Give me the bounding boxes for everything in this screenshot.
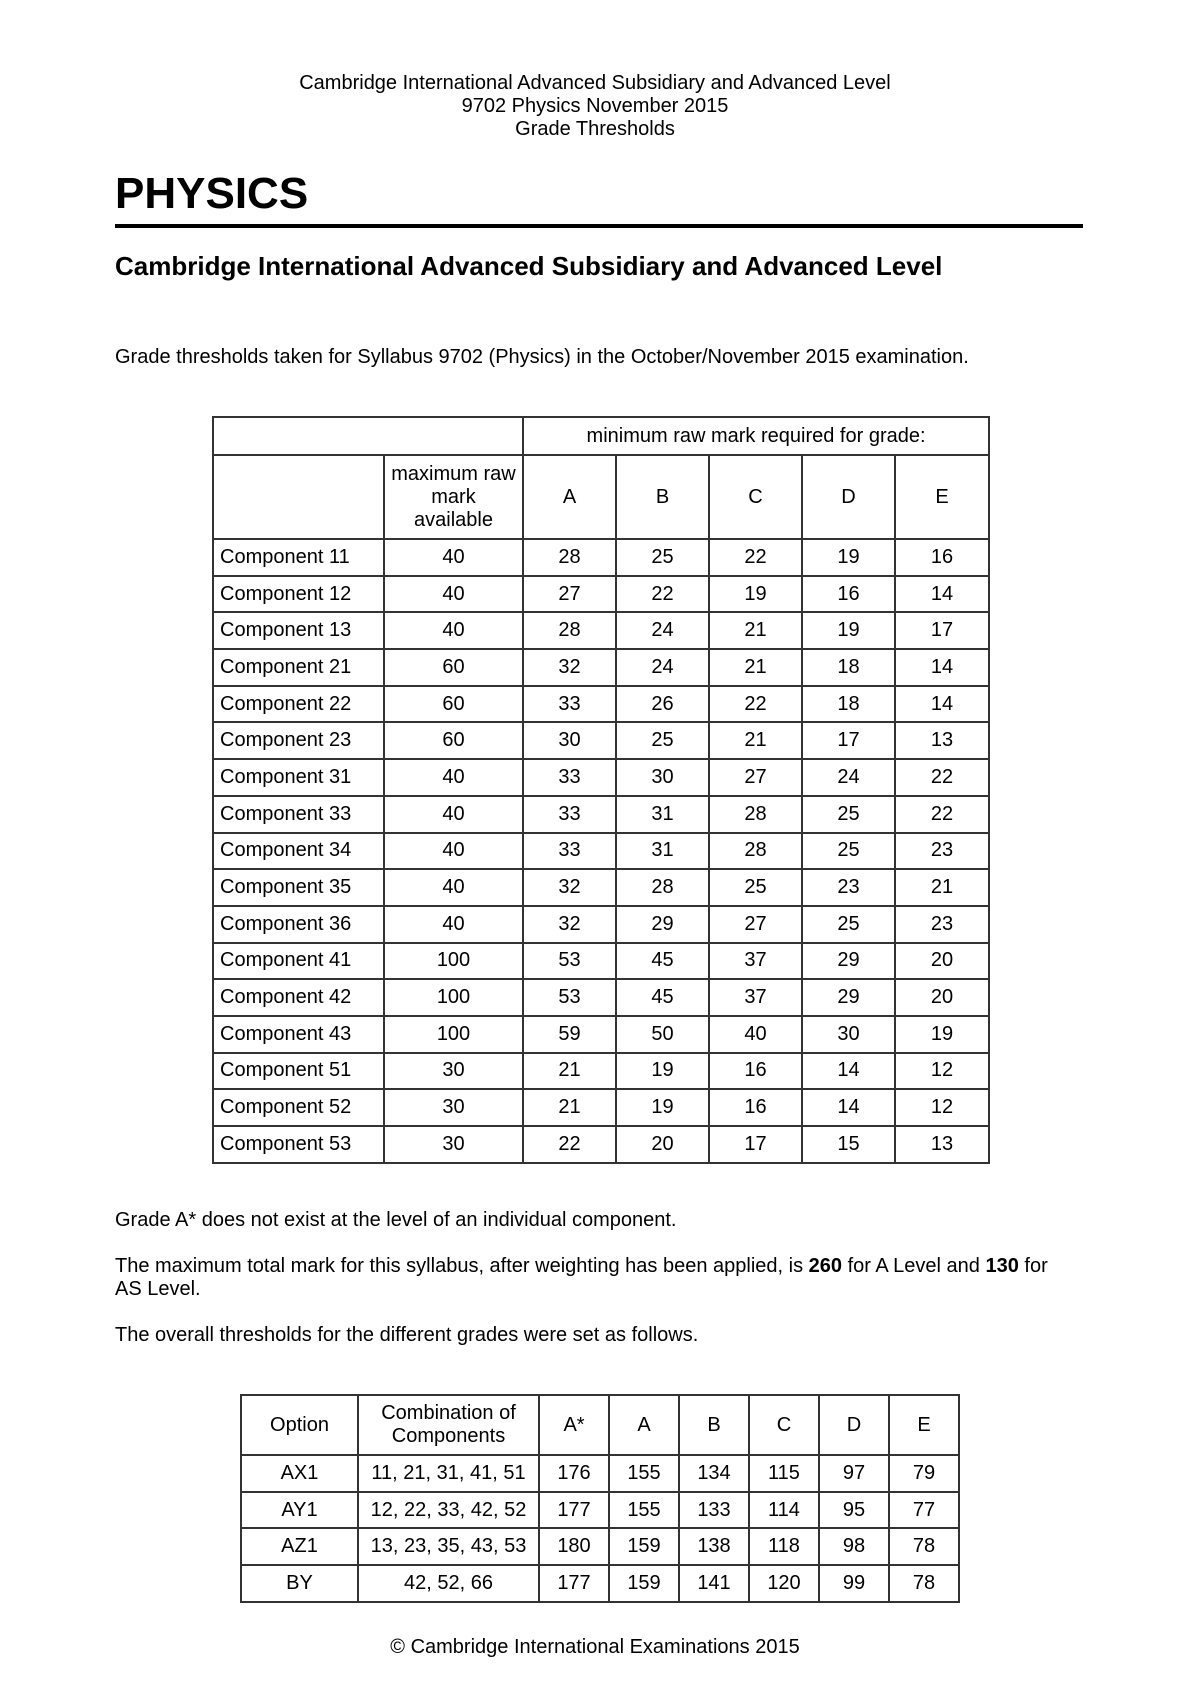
grade-c-cell: 21 bbox=[709, 722, 802, 759]
component-name-cell: Component 34 bbox=[213, 833, 384, 870]
table-row bbox=[241, 1455, 959, 1492]
max-mark-cell: 100 bbox=[384, 943, 523, 980]
combination-cell: 12, 22, 33, 42, 52 bbox=[358, 1492, 539, 1529]
table-row bbox=[213, 539, 989, 576]
grade-astar-cell: 176 bbox=[539, 1455, 609, 1492]
grade-e-cell: 14 bbox=[895, 649, 989, 686]
grade-d-cell: 15 bbox=[802, 1126, 895, 1163]
grade-d-cell: 19 bbox=[802, 539, 895, 576]
grade-a-cell: 53 bbox=[523, 979, 616, 1016]
max-mark-cell: 40 bbox=[384, 833, 523, 870]
table-row bbox=[213, 906, 989, 943]
grade-c-cell: 114 bbox=[749, 1492, 819, 1529]
max-total-text: The maximum total mark for this syllabus, after weighting has been applied, is bbox=[115, 1255, 809, 1277]
grade-d-cell: 14 bbox=[802, 1089, 895, 1126]
grade-b-cell: 25 bbox=[616, 539, 709, 576]
grade-c-cell: 16 bbox=[709, 1053, 802, 1090]
grade-column-header: B bbox=[616, 455, 709, 539]
grade-a-cell: 32 bbox=[523, 906, 616, 943]
max-mark-cell: 40 bbox=[384, 759, 523, 796]
grade-column-header: B bbox=[679, 1395, 749, 1455]
grade-e-cell: 77 bbox=[889, 1492, 959, 1529]
grade-b-cell: 31 bbox=[616, 833, 709, 870]
empty-header-cell bbox=[213, 417, 523, 455]
grade-column-header: D bbox=[802, 455, 895, 539]
grade-column-header: A* bbox=[539, 1395, 609, 1455]
max-mark-cell: 60 bbox=[384, 649, 523, 686]
grade-e-cell: 21 bbox=[895, 869, 989, 906]
subject-title: PHYSICS bbox=[115, 169, 309, 218]
grade-a-cell: 32 bbox=[523, 869, 616, 906]
grade-e-cell: 17 bbox=[895, 612, 989, 649]
grade-c-cell: 21 bbox=[709, 649, 802, 686]
grade-b-cell: 138 bbox=[679, 1528, 749, 1565]
a-level-total: 260 bbox=[808, 1255, 843, 1277]
grade-d-cell: 29 bbox=[802, 943, 895, 980]
max-mark-header-line: mark bbox=[431, 485, 476, 508]
grade-e-cell: 78 bbox=[889, 1565, 959, 1602]
table-row bbox=[241, 1492, 959, 1529]
grade-b-cell: 25 bbox=[616, 722, 709, 759]
max-mark-cell: 40 bbox=[384, 869, 523, 906]
grade-e-cell: 23 bbox=[895, 833, 989, 870]
grade-column-header: E bbox=[895, 455, 989, 539]
grade-d-cell: 25 bbox=[802, 833, 895, 870]
header-doc-type: Grade Thresholds bbox=[515, 118, 675, 140]
intro-paragraph: Grade thresholds taken for Syllabus 9702 (Physics) in the October/November 2015 examination. bbox=[115, 346, 969, 368]
grade-b-cell: 24 bbox=[616, 612, 709, 649]
grade-e-cell: 22 bbox=[895, 796, 989, 833]
grade-a-cell: 28 bbox=[523, 612, 616, 649]
max-total-paragraph bbox=[115, 1255, 1075, 1301]
component-table-body bbox=[213, 539, 989, 1163]
grade-d-cell: 97 bbox=[819, 1455, 889, 1492]
table-row bbox=[213, 943, 989, 980]
combination-header-line: Combination of bbox=[381, 1402, 516, 1424]
combination-cell: 13, 23, 35, 43, 53 bbox=[358, 1528, 539, 1565]
grade-d-cell: 17 bbox=[802, 722, 895, 759]
grade-e-cell: 13 bbox=[895, 722, 989, 759]
grade-b-cell: 24 bbox=[616, 649, 709, 686]
component-thresholds-table bbox=[212, 416, 990, 1164]
grade-a-cell: 27 bbox=[523, 576, 616, 613]
grade-c-cell: 17 bbox=[709, 1126, 802, 1163]
grade-d-cell: 29 bbox=[802, 979, 895, 1016]
grade-e-cell: 20 bbox=[895, 979, 989, 1016]
grade-e-cell: 78 bbox=[889, 1528, 959, 1565]
grade-d-cell: 25 bbox=[802, 796, 895, 833]
max-mark-cell: 30 bbox=[384, 1053, 523, 1090]
table-header-row bbox=[213, 455, 989, 539]
max-mark-cell: 40 bbox=[384, 906, 523, 943]
grade-c-cell: 37 bbox=[709, 943, 802, 980]
grade-b-cell: 141 bbox=[679, 1565, 749, 1602]
component-name-cell: Component 22 bbox=[213, 686, 384, 723]
grade-e-cell: 19 bbox=[895, 1016, 989, 1053]
grade-c-cell: 115 bbox=[749, 1455, 819, 1492]
max-mark-cell: 40 bbox=[384, 612, 523, 649]
max-mark-cell: 100 bbox=[384, 979, 523, 1016]
max-total-text: for A Level and bbox=[842, 1255, 986, 1277]
grade-c-cell: 27 bbox=[709, 906, 802, 943]
max-mark-cell: 60 bbox=[384, 722, 523, 759]
grade-a-cell: 33 bbox=[523, 796, 616, 833]
max-mark-cell: 60 bbox=[384, 686, 523, 723]
grade-column-header: A bbox=[609, 1395, 679, 1455]
grade-astar-cell: 177 bbox=[539, 1492, 609, 1529]
grade-e-cell: 16 bbox=[895, 539, 989, 576]
max-mark-cell: 40 bbox=[384, 576, 523, 613]
grade-header-cell: minimum raw mark required for grade: bbox=[523, 417, 989, 455]
component-name-cell: Component 35 bbox=[213, 869, 384, 906]
component-name-cell: Component 33 bbox=[213, 796, 384, 833]
grade-c-cell: 22 bbox=[709, 539, 802, 576]
component-name-cell: Component 36 bbox=[213, 906, 384, 943]
grade-column-header: E bbox=[889, 1395, 959, 1455]
grade-d-cell: 14 bbox=[802, 1053, 895, 1090]
grade-d-cell: 23 bbox=[802, 869, 895, 906]
grade-b-cell: 50 bbox=[616, 1016, 709, 1053]
component-name-cell: Component 41 bbox=[213, 943, 384, 980]
grade-a-cell: 28 bbox=[523, 539, 616, 576]
grade-e-cell: 12 bbox=[895, 1053, 989, 1090]
overall-intro: The overall thresholds for the different grades were set as follows. bbox=[115, 1324, 699, 1346]
max-mark-header-line: maximum raw bbox=[391, 462, 516, 485]
grade-b-cell: 45 bbox=[616, 943, 709, 980]
grade-c-cell: 40 bbox=[709, 1016, 802, 1053]
grade-b-cell: 30 bbox=[616, 759, 709, 796]
grade-b-cell: 133 bbox=[679, 1492, 749, 1529]
grade-a-cell: 159 bbox=[609, 1528, 679, 1565]
grade-c-cell: 21 bbox=[709, 612, 802, 649]
grade-d-cell: 25 bbox=[802, 906, 895, 943]
grade-b-cell: 20 bbox=[616, 1126, 709, 1163]
table-row bbox=[213, 1089, 989, 1126]
table-row bbox=[213, 1126, 989, 1163]
table-row bbox=[213, 796, 989, 833]
table-row bbox=[213, 686, 989, 723]
option-code-cell: BY bbox=[241, 1565, 358, 1602]
grade-c-cell: 28 bbox=[709, 833, 802, 870]
table-header-row bbox=[213, 417, 989, 455]
grade-d-cell: 19 bbox=[802, 612, 895, 649]
component-name-cell: Component 43 bbox=[213, 1016, 384, 1053]
grade-e-cell: 79 bbox=[889, 1455, 959, 1492]
option-code-cell: AZ1 bbox=[241, 1528, 358, 1565]
header-qualification: Cambridge International Advanced Subsidiary and Advanced Level bbox=[299, 72, 891, 94]
grade-b-cell: 45 bbox=[616, 979, 709, 1016]
component-name-cell: Component 21 bbox=[213, 649, 384, 686]
grade-e-cell: 20 bbox=[895, 943, 989, 980]
copyright-footer: © Cambridge International Examinations 2015 bbox=[390, 1636, 800, 1658]
grade-a-cell: 53 bbox=[523, 943, 616, 980]
option-table-body bbox=[241, 1455, 959, 1602]
max-mark-header-line: available bbox=[414, 508, 493, 531]
component-name-cell: Component 23 bbox=[213, 722, 384, 759]
astar-note: Grade A* does not exist at the level of an individual component. bbox=[115, 1209, 677, 1231]
grade-d-cell: 16 bbox=[802, 576, 895, 613]
component-name-cell: Component 13 bbox=[213, 612, 384, 649]
grade-d-cell: 98 bbox=[819, 1528, 889, 1565]
grade-d-cell: 30 bbox=[802, 1016, 895, 1053]
grade-column-header: C bbox=[709, 455, 802, 539]
grade-e-cell: 23 bbox=[895, 906, 989, 943]
component-name-cell: Component 52 bbox=[213, 1089, 384, 1126]
table-row bbox=[213, 1016, 989, 1053]
grade-a-cell: 32 bbox=[523, 649, 616, 686]
table-row bbox=[213, 649, 989, 686]
grade-a-cell: 155 bbox=[609, 1492, 679, 1529]
document-header bbox=[0, 72, 1190, 141]
component-name-cell: Component 12 bbox=[213, 576, 384, 613]
grade-d-cell: 95 bbox=[819, 1492, 889, 1529]
grade-d-cell: 18 bbox=[802, 649, 895, 686]
table-row bbox=[213, 1053, 989, 1090]
grade-astar-cell: 177 bbox=[539, 1565, 609, 1602]
grade-b-cell: 19 bbox=[616, 1089, 709, 1126]
grade-c-cell: 37 bbox=[709, 979, 802, 1016]
grade-a-cell: 155 bbox=[609, 1455, 679, 1492]
max-mark-cell: 40 bbox=[384, 796, 523, 833]
grade-d-cell: 24 bbox=[802, 759, 895, 796]
table-row bbox=[213, 869, 989, 906]
empty-header-cell bbox=[213, 455, 384, 539]
component-name-cell: Component 31 bbox=[213, 759, 384, 796]
title-rule bbox=[115, 224, 1083, 228]
grade-b-cell: 19 bbox=[616, 1053, 709, 1090]
grade-d-cell: 18 bbox=[802, 686, 895, 723]
grade-a-cell: 159 bbox=[609, 1565, 679, 1602]
combination-cell: 42, 52, 66 bbox=[358, 1565, 539, 1602]
table-row bbox=[213, 759, 989, 796]
option-header-cell: Option bbox=[241, 1395, 358, 1455]
grade-b-cell: 134 bbox=[679, 1455, 749, 1492]
grade-b-cell: 28 bbox=[616, 869, 709, 906]
grade-a-cell: 30 bbox=[523, 722, 616, 759]
max-mark-cell: 40 bbox=[384, 539, 523, 576]
grade-c-cell: 27 bbox=[709, 759, 802, 796]
grade-a-cell: 21 bbox=[523, 1089, 616, 1126]
grade-c-cell: 19 bbox=[709, 576, 802, 613]
grade-e-cell: 14 bbox=[895, 686, 989, 723]
qualification-heading: Cambridge International Advanced Subsidiary and Advanced Level bbox=[115, 251, 943, 281]
table-row bbox=[241, 1565, 959, 1602]
grade-column-header: C bbox=[749, 1395, 819, 1455]
grade-column-header: A bbox=[523, 455, 616, 539]
table-row bbox=[213, 722, 989, 759]
grade-b-cell: 31 bbox=[616, 796, 709, 833]
grade-c-cell: 25 bbox=[709, 869, 802, 906]
grade-c-cell: 22 bbox=[709, 686, 802, 723]
grade-b-cell: 26 bbox=[616, 686, 709, 723]
table-row bbox=[213, 833, 989, 870]
max-total-text: for AS Level. bbox=[115, 1255, 1048, 1300]
max-mark-cell: 30 bbox=[384, 1126, 523, 1163]
grade-d-cell: 99 bbox=[819, 1565, 889, 1602]
combination-header-line: Components bbox=[391, 1425, 506, 1447]
grade-column-header: D bbox=[819, 1395, 889, 1455]
grade-e-cell: 13 bbox=[895, 1126, 989, 1163]
grade-a-cell: 33 bbox=[523, 686, 616, 723]
grade-c-cell: 118 bbox=[749, 1528, 819, 1565]
grade-c-cell: 120 bbox=[749, 1565, 819, 1602]
header-syllabus: 9702 Physics November 2015 bbox=[461, 95, 729, 117]
grade-astar-cell: 180 bbox=[539, 1528, 609, 1565]
max-mark-cell: 30 bbox=[384, 1089, 523, 1126]
option-code-cell: AX1 bbox=[241, 1455, 358, 1492]
option-code-cell: AY1 bbox=[241, 1492, 358, 1529]
as-level-total: 130 bbox=[985, 1255, 1019, 1277]
component-name-cell: Component 53 bbox=[213, 1126, 384, 1163]
grade-c-cell: 16 bbox=[709, 1089, 802, 1126]
grade-a-cell: 33 bbox=[523, 759, 616, 796]
grade-c-cell: 28 bbox=[709, 796, 802, 833]
option-thresholds-table bbox=[240, 1394, 960, 1603]
grade-a-cell: 59 bbox=[523, 1016, 616, 1053]
grade-a-cell: 22 bbox=[523, 1126, 616, 1163]
combination-cell: 11, 21, 31, 41, 51 bbox=[358, 1455, 539, 1492]
grade-a-cell: 21 bbox=[523, 1053, 616, 1090]
component-name-cell: Component 42 bbox=[213, 979, 384, 1016]
grade-b-cell: 22 bbox=[616, 576, 709, 613]
max-mark-header-cell bbox=[384, 455, 523, 539]
grade-a-cell: 33 bbox=[523, 833, 616, 870]
table-row bbox=[213, 979, 989, 1016]
component-name-cell: Component 11 bbox=[213, 539, 384, 576]
grade-e-cell: 12 bbox=[895, 1089, 989, 1126]
max-mark-cell: 100 bbox=[384, 1016, 523, 1053]
grade-b-cell: 29 bbox=[616, 906, 709, 943]
grade-e-cell: 14 bbox=[895, 576, 989, 613]
table-row bbox=[213, 612, 989, 649]
combination-header-cell bbox=[358, 1395, 539, 1455]
table-row bbox=[241, 1528, 959, 1565]
table-header-row bbox=[241, 1395, 959, 1455]
grade-e-cell: 22 bbox=[895, 759, 989, 796]
component-name-cell: Component 51 bbox=[213, 1053, 384, 1090]
table-row bbox=[213, 576, 989, 613]
